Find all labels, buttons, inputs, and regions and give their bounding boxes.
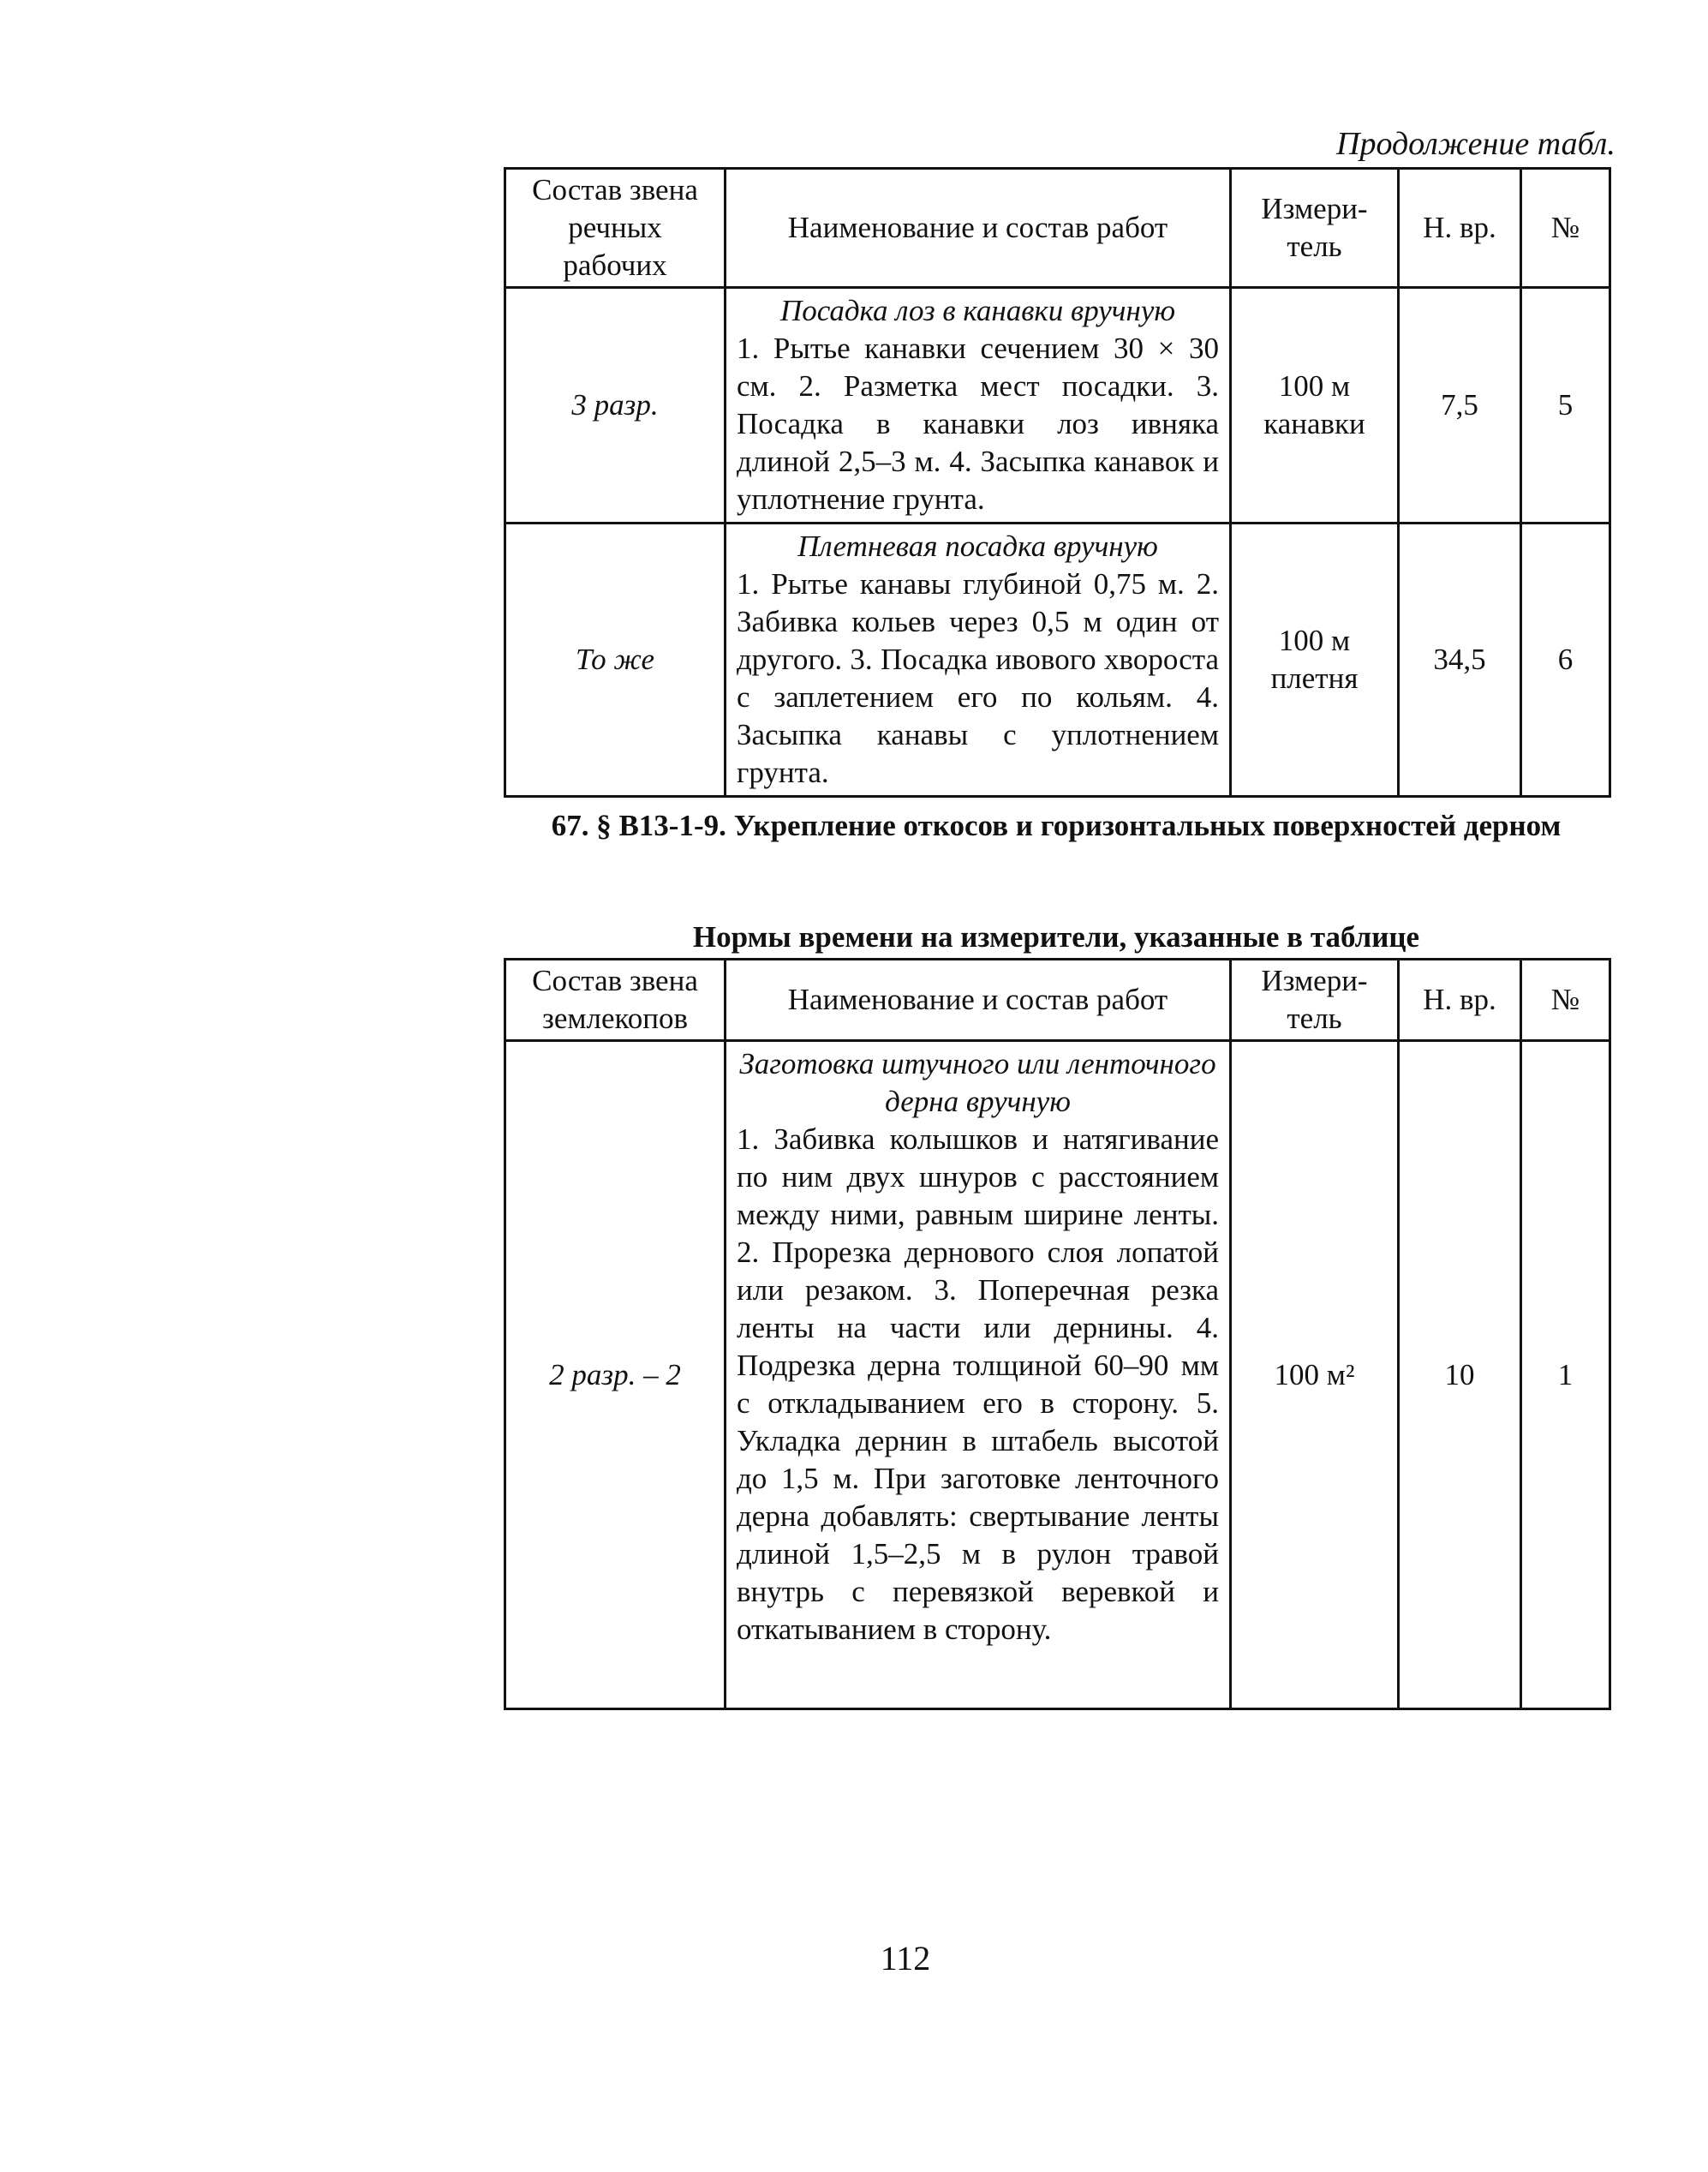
time-norm-cell: 10	[1399, 1041, 1521, 1709]
work-title: Посадка лоз в канавки вручную	[779, 294, 1176, 327]
table-row	[505, 524, 1610, 797]
work-cell	[726, 1041, 1231, 1709]
header-number: №	[1521, 169, 1610, 288]
table-caption: Нормы времени на измерители, указанные в таблице	[692, 920, 1420, 954]
crew-cell: 3 разр.	[505, 288, 726, 524]
section-heading: 67. § В13-1-9. Укрепление откосов и горизонтальных поверхностей дерном	[551, 809, 1562, 842]
number-cell: 6	[1521, 524, 1610, 797]
header-unit: Измери-тель	[1231, 169, 1399, 288]
table-header-row	[505, 169, 1610, 288]
norms-table	[504, 958, 1611, 1710]
number-cell: 1	[1521, 1041, 1610, 1709]
page-number: 112	[880, 1939, 931, 1978]
header-crew: Состав звена речных рабочих	[505, 169, 726, 288]
header-work: Наименование и состав работ	[726, 169, 1231, 288]
header-unit: Измери-тель	[1231, 960, 1399, 1041]
work-text: 1. Рытье канавы глубиной 0,75 м. 2. Забивка кольев через 0,5 м один от другого. 3. Посадка ивового хвороста с заплетением его по кольям. 4. Засыпка канавы с уплотнением грунта.	[737, 567, 1219, 789]
table-row	[505, 288, 1610, 524]
time-norm-cell: 34,5	[1399, 524, 1521, 797]
continuation-label: Продолжение табл.	[1336, 126, 1615, 162]
unit-cell: 100 м плетня	[1231, 524, 1399, 797]
header-crew: Состав звена землекопов	[505, 960, 726, 1041]
norms-table-continued	[504, 167, 1611, 798]
unit-cell: 100 м²	[1231, 1041, 1399, 1709]
work-cell	[726, 288, 1231, 524]
header-time-norm: Н. вр.	[1399, 169, 1521, 288]
work-title: Заготовка штучного или ленточного дерна вручную	[739, 1047, 1216, 1118]
table-header-row	[505, 960, 1610, 1041]
work-text: 1. Рытье канавки сечением 30 × 30 см. 2. Разметка мест посадки. 3. Посадка в канавки лоз ивняка длиной 2,5–3 м. 4. Засыпка канавок и уплотнение грунта.	[737, 332, 1219, 516]
crew-cell: 2 разр. – 2	[505, 1041, 726, 1709]
unit-cell: 100 м канавки	[1231, 288, 1399, 524]
work-cell	[726, 524, 1231, 797]
time-norm-cell: 7,5	[1399, 288, 1521, 524]
crew-cell: То же	[505, 524, 726, 797]
header-number: №	[1521, 960, 1610, 1041]
header-time-norm: Н. вр.	[1399, 960, 1521, 1041]
table-row	[505, 1041, 1610, 1709]
header-work: Наименование и состав работ	[726, 960, 1231, 1041]
work-text: 1. Забивка колышков и натягивание по ним двух шнуров с расстоянием между ними, равным ширине ленты. 2. Прорезка дернового слоя лопатой или резаком. 3. Поперечная резка ленты на части или дернины. 4. Подрезка дерна толщиной 60–90 мм с откладыванием его в сторону. 5. Укладка дернин в штабель высотой до 1,5 м. При заготовке ленточного дерна добавлять: свертывание ленты длиной 1,5–2,5 м в рулон травой внутрь с перевязкой веревкой и откатыванием в сторону.	[737, 1122, 1219, 1646]
number-cell: 5	[1521, 288, 1610, 524]
work-title: Плетневая посадка вручную	[797, 530, 1158, 563]
